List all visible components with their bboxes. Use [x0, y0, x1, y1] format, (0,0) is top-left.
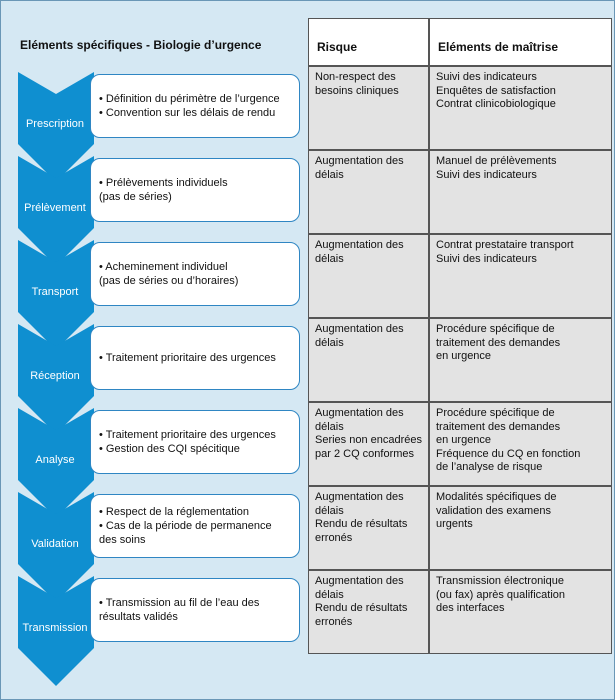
- step-detail-item: • Définition du périmètre de l’urgence: [99, 93, 280, 105]
- step-detail-item: • Acheminement individuel (pas de séries ou d’horaires): [99, 261, 239, 287]
- control-cell: Transmission électronique (ou fax) après qualification des interfaces: [429, 570, 612, 654]
- header-risk: Risque: [308, 18, 429, 66]
- risk-cell: Augmentation des délais Rendu de résultats erronés: [308, 486, 429, 570]
- step-detail-box: [90, 242, 300, 306]
- control-cell: Suivi des indicateurs Enquêtes de satisfaction Contrat clinicobiologique: [429, 66, 612, 150]
- step-detail-item: • Gestion des CQI spécitique: [99, 443, 240, 455]
- step-detail-box: [90, 578, 300, 642]
- step-detail-item: • Cas de la période de permanence des soins: [99, 520, 272, 546]
- step-detail-box: [90, 410, 300, 474]
- step-detail-item: • Traitement prioritaire des urgences: [99, 429, 276, 441]
- diagram-title: Eléments spécifiques - Biologie d’urgence: [20, 38, 262, 52]
- step-label: Validation: [31, 538, 79, 550]
- step-label: Analyse: [35, 454, 75, 466]
- control-cell: Procédure spécifique de traitement des demandes en urgence: [429, 318, 612, 402]
- step-label: Transmission: [22, 622, 88, 634]
- step-detail-item: • Prélèvements individuels (pas de séries): [99, 177, 228, 203]
- step-detail-item: • Transmission au fil de l’eau des résultats validés: [99, 597, 260, 623]
- step-label: Prescription: [25, 118, 85, 130]
- step-label: Transport: [31, 286, 79, 298]
- step-detail-box: [90, 74, 300, 138]
- control-cell: Procédure spécifique de traitement des demandes en urgence Fréquence du CQ en fonction de l’analyse de risque: [429, 402, 612, 486]
- control-cell: Modalités spécifiques de validation des examens urgents: [429, 486, 612, 570]
- step-detail-item: • Respect de la réglementation: [99, 506, 249, 518]
- control-cell: Manuel de prélèvements Suivi des indicateurs: [429, 150, 612, 234]
- step-detail-box: [90, 326, 300, 390]
- risk-cell: Non-respect des besoins cliniques: [308, 66, 429, 150]
- header-control: Eléments de maîtrise: [429, 18, 612, 66]
- step-label: Prélèvement: [24, 202, 86, 214]
- step-detail-item: • Convention sur les délais de rendu: [99, 107, 276, 119]
- risk-cell: Augmentation des délais: [308, 234, 429, 318]
- risk-cell: Augmentation des délais Rendu de résultats erronés: [308, 570, 429, 654]
- risk-cell: Augmentation des délais: [308, 318, 429, 402]
- step-detail-item: • Traitement prioritaire des urgences: [99, 352, 276, 364]
- control-cell: Contrat prestataire transport Suivi des indicateurs: [429, 234, 612, 318]
- risk-cell: Augmentation des délais Series non encadrées par 2 CQ conformes: [308, 402, 429, 486]
- risk-cell: Augmentation des délais: [308, 150, 429, 234]
- step-label: Réception: [30, 370, 80, 382]
- step-detail-box: [90, 494, 300, 558]
- step-detail-box: [90, 158, 300, 222]
